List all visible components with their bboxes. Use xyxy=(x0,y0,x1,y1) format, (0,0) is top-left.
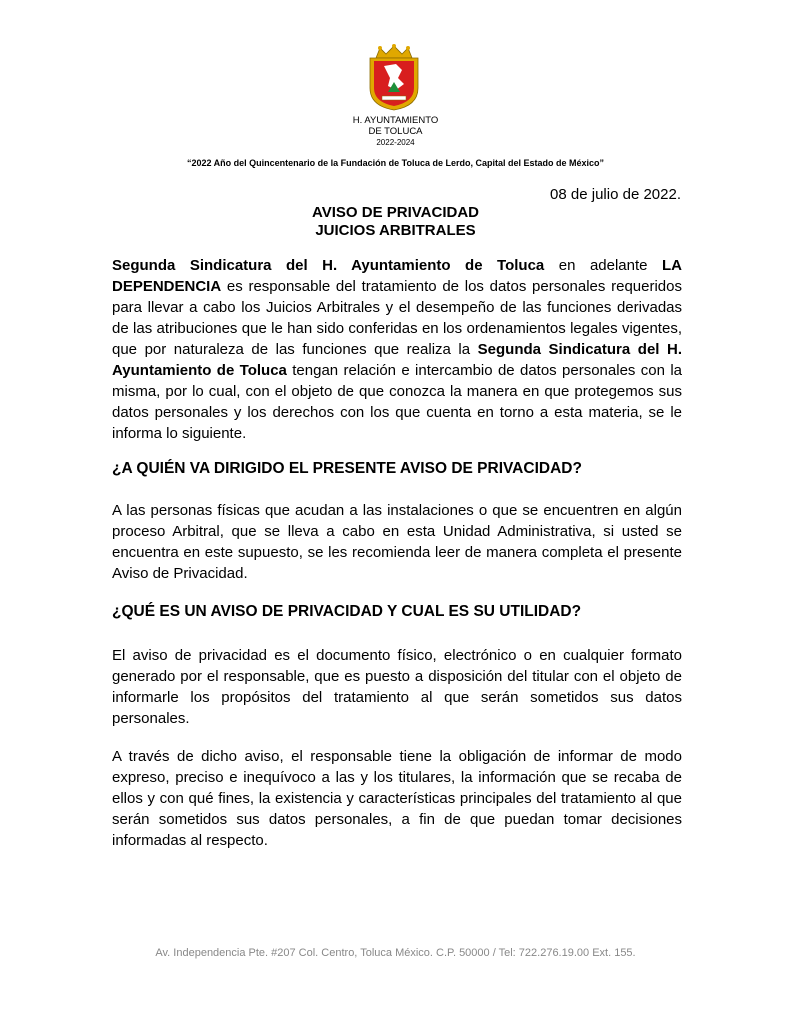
intro-text-1: en adelante xyxy=(544,257,662,274)
intro-paragraph xyxy=(112,255,682,444)
org-line-1: H. AYUNTAMIENTO xyxy=(352,115,439,126)
section-1-heading: ¿A QUIÉN VA DIRIGIDO EL PRESENTE AVISO DE PRIVACIDAD? xyxy=(112,460,582,477)
section-2-paragraph-1 xyxy=(112,645,682,729)
org-years: 2022-2024 xyxy=(376,138,415,147)
intro-bold-3: Segunda Sindicatura del H. Ayuntamiento de Toluca xyxy=(112,341,682,379)
organization-name xyxy=(0,115,791,148)
footer-address: Av. Independencia Pte. #207 Col. Centro, Toluca México. C.P. 50000 / Tel: 722.276.19.00 Ext. 155. xyxy=(155,947,636,959)
section-2-heading: ¿QUÉ ES UN AVISO DE PRIVACIDAD Y CUAL ES SU UTILIDAD? xyxy=(112,603,582,620)
section-1-text: A las personas físicas que acudan a las instalaciones o que se encuentren en algún proceso Arbitral, que se lleva a cabo en esta Unidad Administrativa, si usted se encuentra en este supuesto, se les recomienda leer de manera completa el presente Aviso de Privacidad. xyxy=(112,502,682,582)
year-motto: “2022 Año del Quincentenario de la Fundación de Toluca de Lerdo, Capital del Estado de México” xyxy=(186,158,605,168)
section-2-text-2: A través de dicho aviso, el responsable tiene la obligación de informar de modo expreso, preciso e inequívoco a las y los titulares, la información que se recaba de ellos y con qué fines, la existencia y características principales del tratamiento al que serán sometidos sus datos personales, a fin de que puedan tomar decisiones informadas al respecto. xyxy=(112,748,682,849)
title-line-1: AVISO DE PRIVACIDAD xyxy=(312,204,479,221)
intro-bold-2: LA DEPENDENCIA xyxy=(112,257,682,295)
document-title xyxy=(0,204,791,240)
intro-text-2: es responsable del tratamiento de los datos personales requeridos para llevar a cabo los Juicios Arbitrales y el desempeño de las funciones derivadas de las atribuciones que le han sido conferidas en los ordenamientos legales vigentes, que por naturaleza de las funciones que realiza la xyxy=(112,278,682,358)
section-1-paragraph xyxy=(112,500,682,584)
section-2-text-1: El aviso de privacidad es el documento físico, electrónico o en cualquier formato generado por el responsable, que es puesto a disposición del titular con el objeto de informarle los propósitos del tratamiento al que serán sometidos sus datos personales. xyxy=(112,647,682,727)
document-date: 08 de julio de 2022. xyxy=(550,186,681,203)
org-line-2: DE TOLUCA xyxy=(368,126,423,137)
intro-text-3: tengan relación e intercambio de datos personales con la misma, por lo cual, con el objeto de que conozca la manera en que protegemos sus datos personales y los derechos con los que cuenta en torno a esta materia, se le informa lo siguiente. xyxy=(112,362,682,442)
intro-bold-1: Segunda Sindicatura del H. Ayuntamiento de Toluca xyxy=(112,257,545,274)
toluca-crest-icon xyxy=(366,44,422,112)
section-2-paragraph-2 xyxy=(112,746,682,851)
title-line-2: JUICIOS ARBITRALES xyxy=(315,222,476,239)
